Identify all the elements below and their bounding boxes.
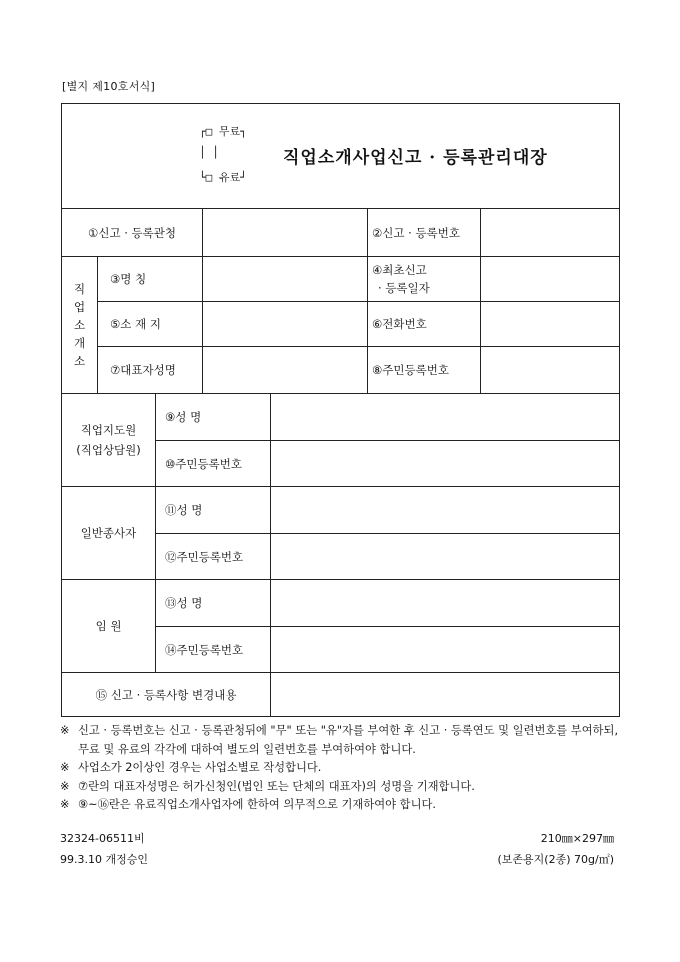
note-mark: ※ — [60, 724, 70, 737]
changes-field[interactable] — [271, 673, 619, 716]
paper-size: 210㎜×297㎜ — [540, 832, 614, 845]
note-mark: ※ — [60, 779, 70, 793]
office-group-char: 직 — [73, 282, 86, 296]
counselor-group-label — [62, 394, 155, 486]
form-number-label: [별지 제10호서식] — [62, 80, 156, 93]
free-option[interactable]: ┌□ 무료┐ — [199, 125, 247, 138]
first-report-field[interactable] — [481, 257, 619, 301]
officer-group-label: 임 원 — [95, 619, 122, 633]
staff-id-label: ⑫주민등록번호 — [165, 549, 244, 564]
note-text: 사업소가 2이상인 경우는 사업소별로 작성합니다. — [78, 761, 322, 775]
notes — [60, 722, 630, 815]
counselor-group-line1: 직업지도원 — [80, 423, 137, 437]
option-bracket: │ │ — [199, 146, 219, 159]
staff-name-field[interactable] — [271, 487, 619, 533]
office-group-char: 개 — [73, 336, 86, 350]
counselor-name-field[interactable] — [271, 394, 619, 440]
note-mark: ※ — [60, 798, 70, 812]
approval-date: 99.3.10 개정승인 — [60, 853, 148, 866]
first-report-label-line1: ④최초신고 — [372, 263, 427, 277]
staff-name-label: ⑪성 명 — [165, 503, 203, 517]
agency-field[interactable] — [203, 209, 367, 256]
rep-id-field[interactable] — [481, 347, 619, 393]
officer-name-label: ⑬성 명 — [165, 596, 203, 610]
divider — [367, 208, 368, 393]
name-field[interactable] — [203, 257, 367, 301]
counselor-group-line2: (직업상담원) — [76, 443, 141, 457]
office-group-char: 소 — [73, 318, 86, 332]
first-report-label-line2: · 등록일자 — [378, 281, 430, 295]
note-item — [60, 796, 630, 815]
counselor-id-field[interactable] — [271, 441, 619, 486]
note-mark: ※ — [60, 761, 70, 775]
note-item — [60, 722, 630, 759]
note-text: 신고 · 등록번호는 신고 · 등록관청뒤에 "무" 또는 "유"자를 부여한 후 신고 · 등록연도 및 일련번호를 부여하되, 무료 및 유료의 각각에 대하여 별도의 일련번호를 부여하여야 합니다. — [78, 724, 619, 756]
paid-option[interactable]: └□ 유료┘ — [199, 171, 247, 184]
address-field[interactable] — [203, 302, 367, 346]
staff-id-field[interactable] — [271, 534, 619, 579]
officer-name-field[interactable] — [271, 580, 619, 626]
note-item — [60, 759, 630, 778]
counselor-id-label: ⑩주민등록번호 — [165, 456, 242, 471]
rep-id-label: ⑧주민등록번호 — [372, 363, 449, 377]
first-report-label — [372, 257, 480, 301]
phone-label: ⑥전화번호 — [372, 317, 427, 331]
note-text: ⑨~⑯란은 유료직업소개사업자에 한하여 의무적으로 기재하여야 합니다. — [78, 798, 436, 812]
agency-label: ①신고 · 등록관청 — [88, 225, 176, 240]
note-item — [60, 778, 630, 797]
office-group-char: 소 — [73, 354, 86, 368]
office-group-char: 업 — [73, 300, 86, 314]
divider — [155, 393, 156, 672]
phone-field[interactable] — [481, 302, 619, 346]
reg-number-label: ②신고 · 등록번호 — [372, 225, 460, 240]
title-block — [199, 123, 559, 189]
rep-name-field[interactable] — [203, 347, 367, 393]
form-code: 32324-06511비 — [60, 832, 145, 845]
staff-group-label: 일반종사자 — [80, 526, 137, 540]
office-group-label — [62, 257, 97, 393]
rep-name-label: ⑦대표자성명 — [110, 363, 176, 377]
officer-id-label: ⑭주민등록번호 — [165, 642, 244, 657]
reg-number-field[interactable] — [481, 209, 619, 256]
page-title: 직업소개사업신고 · 등록관리대장 — [283, 148, 548, 168]
paper-type: (보존용지(2종) 70g/㎡) — [497, 853, 614, 866]
counselor-name-label: ⑨성 명 — [165, 410, 202, 424]
name-label: ③명 칭 — [110, 272, 147, 286]
divider — [97, 256, 98, 393]
address-label: ⑤소 재 지 — [110, 317, 161, 331]
changes-label: ⑮ 신고 · 등록사항 변경내용 — [95, 687, 237, 702]
officer-id-field[interactable] — [271, 627, 619, 672]
note-text: ⑦란의 대표자성명은 허가신청인(법인 또는 단체의 대표자)의 성명을 기재합니다. — [78, 779, 475, 793]
